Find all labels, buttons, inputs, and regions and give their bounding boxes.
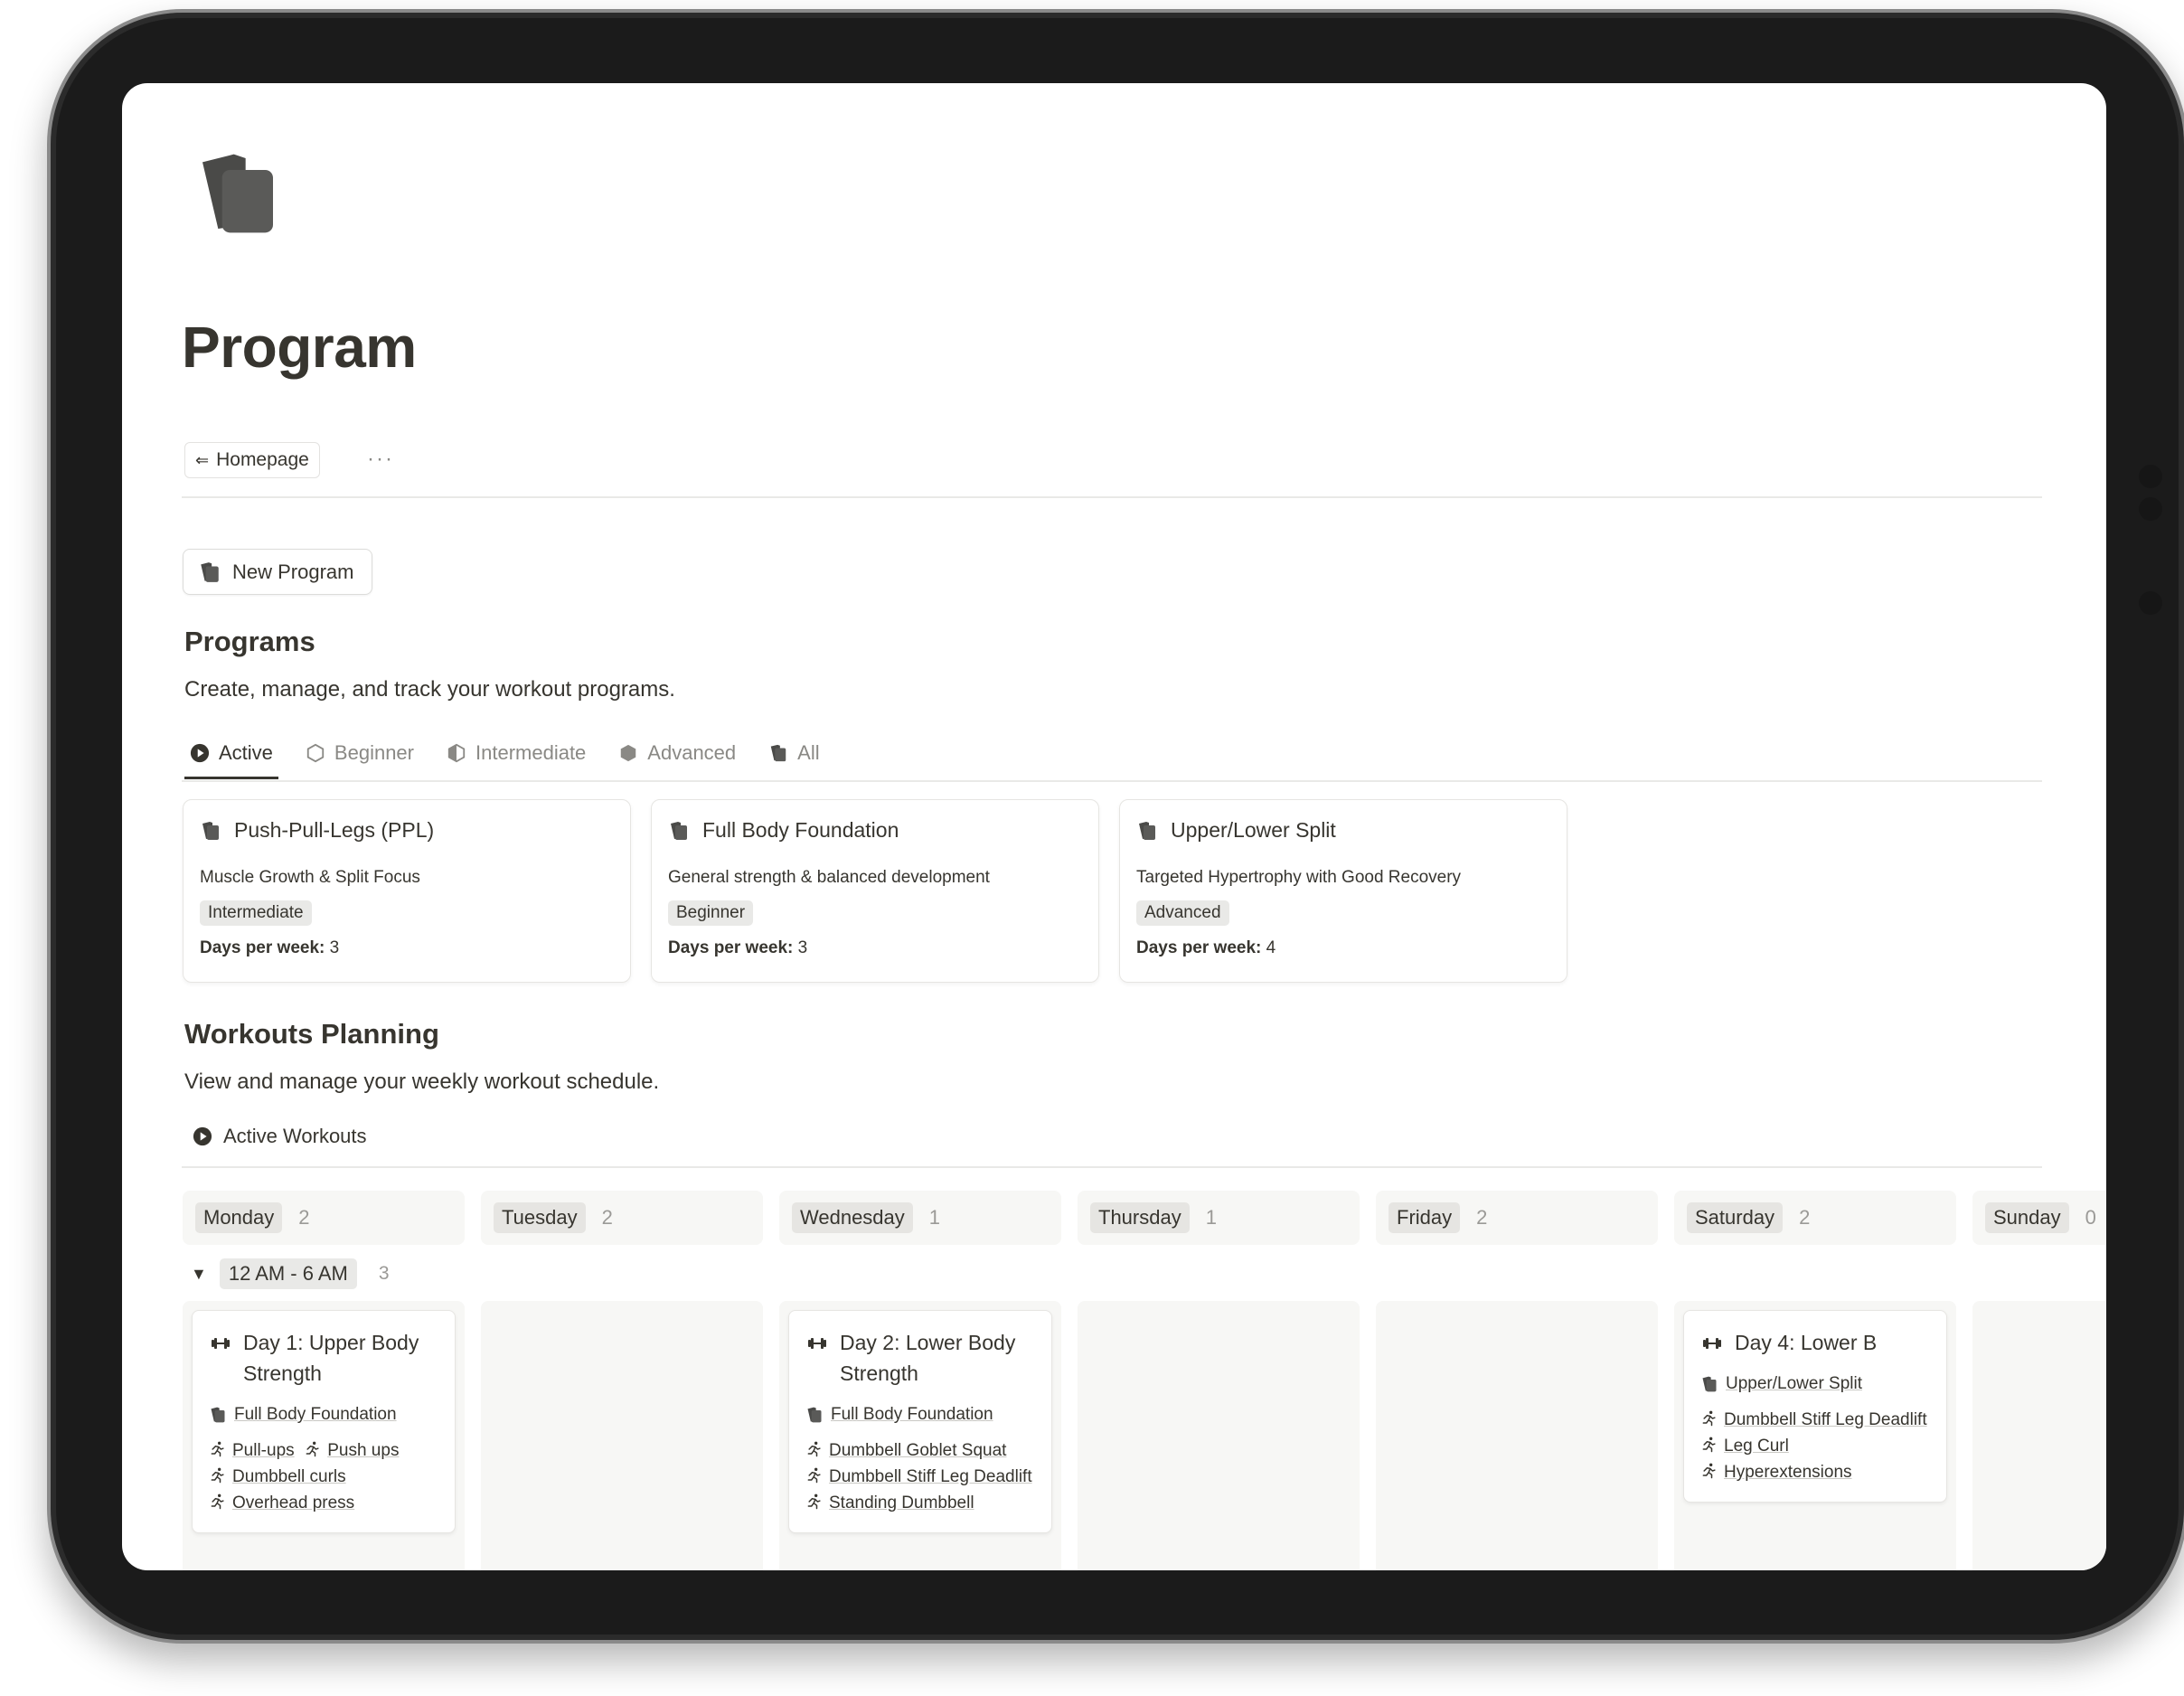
day-label: Sunday	[1985, 1202, 2069, 1233]
new-program-button[interactable]	[183, 549, 372, 595]
dumbbell-icon	[1700, 1333, 1724, 1354]
day-label: Friday	[1389, 1202, 1460, 1233]
tab-active-workouts[interactable]	[193, 1125, 367, 1148]
board-column	[779, 1301, 1061, 1570]
camera-dot	[2139, 497, 2162, 521]
tab-all[interactable]	[763, 734, 824, 772]
play-circle-icon	[193, 1126, 212, 1146]
workout-title: Day 4: Lower B	[1735, 1331, 1878, 1354]
column-header-tuesday[interactable]	[481, 1191, 763, 1245]
column-header-monday[interactable]	[183, 1191, 465, 1245]
runner-icon	[1700, 1436, 1718, 1454]
page-title: Program	[182, 315, 417, 380]
runner-icon	[1700, 1462, 1718, 1480]
tab-advanced[interactable]	[613, 734, 741, 772]
runner-icon	[304, 1440, 322, 1458]
exercise-link[interactable]: Dumbbell curls	[232, 1467, 346, 1486]
day-label: Thursday	[1090, 1202, 1190, 1233]
hexagon-filled-icon	[618, 743, 638, 763]
runner-icon	[805, 1466, 824, 1484]
board-column	[481, 1301, 763, 1570]
day-label: Tuesday	[494, 1202, 586, 1233]
exercise-link[interactable]: Pull-ups	[232, 1441, 295, 1460]
tab-intermediate[interactable]	[441, 734, 591, 772]
exercise-link[interactable]: Dumbbell Stiff Leg Deadlift	[829, 1467, 1032, 1486]
homepage-link-label: Homepage	[216, 449, 309, 470]
board-column	[1376, 1301, 1658, 1570]
board-column-headers	[183, 1191, 2106, 1245]
tabs-divider	[182, 780, 2042, 782]
caret-down-icon: ▼	[191, 1264, 207, 1283]
view-divider	[182, 1166, 2042, 1168]
board-group-toggle[interactable]	[191, 1258, 390, 1289]
workout-program-link[interactable]	[209, 1405, 440, 1425]
runner-icon	[805, 1493, 824, 1511]
board-column	[183, 1301, 465, 1570]
cards-icon	[200, 820, 221, 842]
group-label: 12 AM - 6 AM	[220, 1258, 357, 1289]
day-count: 1	[1205, 1206, 1217, 1229]
exercise-link[interactable]: Push ups	[327, 1441, 400, 1460]
runner-icon	[805, 1440, 824, 1458]
exercise-list	[805, 1437, 1037, 1516]
tab-label: All	[797, 741, 820, 764]
play-circle-icon	[190, 743, 210, 763]
tab-label: Beginner	[334, 741, 414, 764]
workout-program: Full Body Foundation	[831, 1405, 993, 1424]
runner-icon	[1700, 1409, 1718, 1427]
tab-label: Active	[219, 741, 273, 764]
program-card-subtitle: General strength & balanced development	[668, 868, 990, 887]
group-count: 3	[378, 1263, 390, 1284]
tab-label: Intermediate	[475, 741, 587, 764]
programs-view-tabs	[184, 734, 825, 781]
cards-icon	[805, 1406, 824, 1424]
tab-label: Advanced	[647, 741, 737, 764]
day-count: 1	[928, 1206, 941, 1229]
days-label: Days per week:	[1136, 938, 1262, 957]
days-label: Days per week:	[200, 938, 325, 957]
board-column	[1078, 1301, 1360, 1570]
column-header-sunday[interactable]	[1972, 1191, 2106, 1245]
column-header-wednesday[interactable]	[779, 1191, 1061, 1245]
level-tag: Intermediate	[200, 900, 312, 926]
days-value: 4	[1266, 938, 1276, 957]
exercise-link[interactable]: Overhead press	[232, 1493, 355, 1512]
view-tab-label: Active Workouts	[223, 1125, 367, 1147]
days-per-week	[1136, 938, 1550, 958]
hexagon-half-icon	[447, 743, 466, 763]
more-options-button[interactable]: ···	[367, 447, 394, 471]
programs-heading: Programs	[184, 626, 315, 657]
workout-card[interactable]	[1683, 1310, 1947, 1503]
workout-card[interactable]	[192, 1310, 456, 1533]
workout-card[interactable]	[788, 1310, 1052, 1533]
dumbbell-icon	[209, 1333, 232, 1354]
tab-beginner[interactable]	[300, 734, 419, 772]
program-card-subtitle: Muscle Growth & Split Focus	[200, 868, 420, 887]
planning-description: View and manage your weekly workout schedule.	[184, 1069, 660, 1094]
day-count: 2	[1799, 1206, 1811, 1229]
camera-dot	[2139, 591, 2162, 615]
runner-icon	[209, 1440, 227, 1458]
days-per-week	[200, 938, 614, 958]
page-cards-icon	[191, 146, 285, 240]
level-tag: Advanced	[1136, 900, 1229, 926]
workout-title: Day 1: Upper Body Strength	[243, 1331, 419, 1385]
planning-heading: Workouts Planning	[184, 1018, 439, 1050]
runner-icon	[209, 1493, 227, 1511]
day-count: 2	[1476, 1206, 1488, 1229]
days-value: 3	[797, 938, 808, 957]
column-header-saturday[interactable]	[1674, 1191, 1956, 1245]
cards-icon	[668, 820, 690, 842]
tab-active[interactable]	[184, 734, 278, 772]
cards-icon	[198, 561, 221, 584]
program-cards	[183, 799, 1567, 983]
camera-dot	[2139, 465, 2162, 488]
back-arrow-icon: ⇐	[195, 451, 210, 469]
exercise-list	[1700, 1407, 1932, 1485]
days-per-week	[668, 938, 1082, 958]
day-label: Wednesday	[792, 1202, 913, 1233]
dumbbell-icon	[805, 1333, 829, 1354]
level-tag: Beginner	[668, 900, 753, 926]
program-card-title: Push-Pull-Legs (PPL)	[234, 818, 435, 842]
board-columns	[183, 1301, 2106, 1570]
homepage-link[interactable]	[184, 442, 320, 478]
new-program-label: New Program	[232, 560, 354, 583]
program-card-title: Full Body Foundation	[702, 818, 899, 842]
day-count: 2	[601, 1206, 613, 1229]
screen	[122, 83, 2106, 1570]
exercise-list	[209, 1437, 440, 1516]
workout-program: Upper/Lower Split	[1726, 1374, 1863, 1393]
cards-icon	[209, 1406, 227, 1424]
day-label: Monday	[195, 1202, 282, 1233]
workout-program-link[interactable]	[805, 1405, 1037, 1425]
exercise-link[interactable]: Standing Dumbbell	[829, 1493, 974, 1512]
program-card[interactable]	[183, 799, 631, 983]
runner-icon	[209, 1466, 227, 1484]
days-value: 3	[329, 938, 340, 957]
program-card[interactable]	[1119, 799, 1567, 983]
days-label: Days per week:	[668, 938, 794, 957]
day-label: Saturday	[1687, 1202, 1783, 1233]
column-header-friday[interactable]	[1376, 1191, 1658, 1245]
cards-icon	[1700, 1375, 1718, 1393]
exercise-link[interactable]: Dumbbell Stiff Leg Deadlift	[1724, 1410, 1927, 1429]
divider	[182, 496, 2042, 498]
day-count: 2	[298, 1206, 310, 1229]
exercise-link[interactable]: Dumbbell Goblet Squat	[829, 1441, 1007, 1460]
cards-icon	[1136, 820, 1158, 842]
day-count: 0	[2085, 1206, 2096, 1229]
workout-program: Full Body Foundation	[234, 1405, 397, 1424]
workout-program-link[interactable]	[1700, 1374, 1932, 1394]
program-card[interactable]	[651, 799, 1099, 983]
exercise-link[interactable]: Hyperextensions	[1724, 1463, 1852, 1482]
workout-title: Day 2: Lower Body Strength	[840, 1331, 1016, 1385]
hexagon-outline-icon	[306, 743, 325, 763]
program-card-subtitle: Targeted Hypertrophy with Good Recovery	[1136, 868, 1462, 887]
program-card-title: Upper/Lower Split	[1171, 818, 1336, 842]
programs-description: Create, manage, and track your workout programs.	[184, 677, 675, 702]
exercise-link[interactable]: Leg Curl	[1724, 1437, 1789, 1456]
board-column	[1972, 1301, 2106, 1570]
board-column	[1674, 1301, 1956, 1570]
column-header-thursday[interactable]	[1078, 1191, 1360, 1245]
cards-icon	[768, 743, 788, 763]
